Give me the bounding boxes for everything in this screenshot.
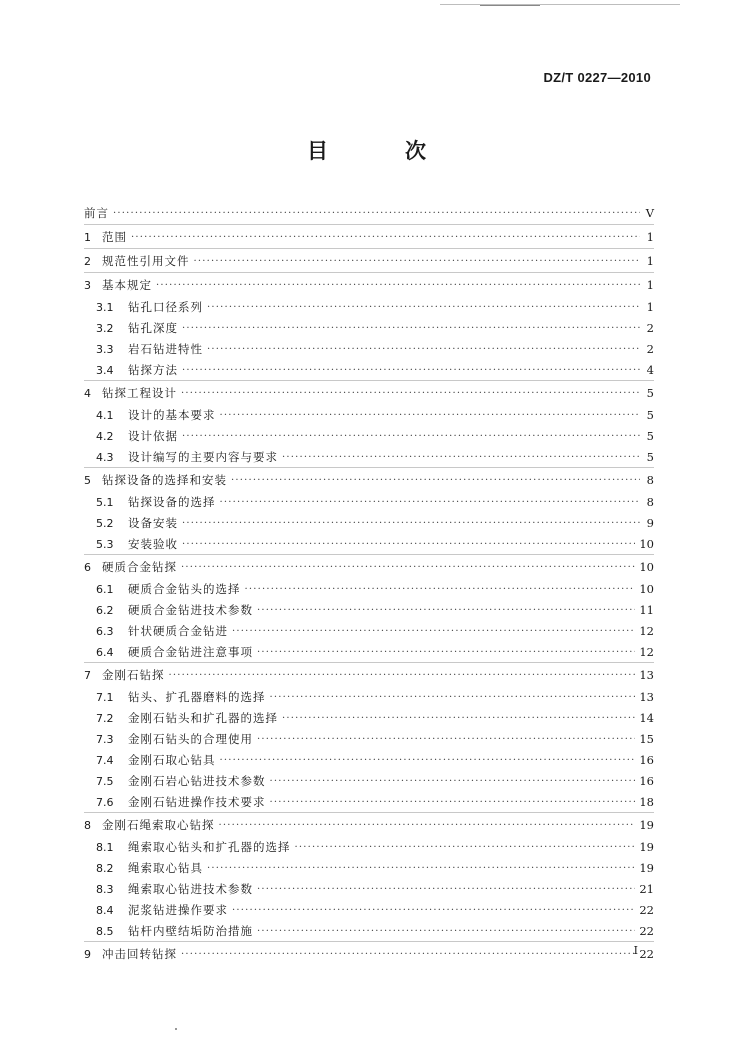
toc-chapter-entry[interactable]: [84, 556, 654, 578]
toc-entry-number: 3.1: [96, 301, 114, 314]
toc-leader-dots: [207, 858, 635, 880]
toc-section-entry[interactable]: [84, 533, 654, 554]
toc-section-entry[interactable]: [84, 491, 654, 512]
toc-leader-dots: [182, 534, 635, 556]
toc-leader-dots: [245, 579, 636, 601]
toc-entry-label: 金刚石岩心钻进技术参数: [128, 774, 266, 788]
toc-entry-page: 4: [646, 363, 654, 377]
toc-leader-dots: [207, 297, 640, 319]
toc-entry-number: 6: [84, 561, 91, 574]
toc-leader-dots: [220, 750, 636, 772]
toc-entry-page: 10: [639, 537, 654, 551]
toc-entry-label: 安装验收: [128, 537, 178, 551]
toc-entry-number: 4.3: [96, 451, 114, 464]
toc-entry-page: 18: [639, 795, 654, 809]
toc-entry-label: 绳索取心钻具: [128, 861, 203, 875]
toc-entry-page: 16: [639, 774, 654, 788]
toc-entry-number: 8.2: [96, 862, 114, 875]
toc-leader-dots: [194, 251, 641, 273]
scan-speck: [175, 1028, 177, 1030]
toc-entry-number: 6.1: [96, 583, 114, 596]
toc-entry-page: 10: [639, 582, 654, 596]
toc-leader-dots: [181, 383, 640, 405]
toc-leader-dots: [220, 492, 641, 514]
toc-entry-number: 5: [84, 474, 91, 487]
toc-entry-label: 金刚石钻探: [102, 668, 165, 682]
toc-entry-number: 8.1: [96, 841, 114, 854]
toc-leader-dots: [257, 600, 635, 622]
toc-entry-page: 1: [646, 300, 654, 314]
toc-entry-label: 金刚石绳索取心钻探: [102, 818, 215, 832]
toc-entry-page: 1: [646, 254, 654, 268]
toc-entry-label: 钻探设备的选择: [128, 495, 216, 509]
toc-entry-page: 13: [639, 690, 654, 704]
toc-leader-dots: [207, 339, 640, 361]
toc-entry-number: 5.3: [96, 538, 114, 551]
toc-entry-number: 7.3: [96, 733, 114, 746]
toc-entry-number: 3.3: [96, 343, 114, 356]
toc-entry-number: 3.2: [96, 322, 114, 335]
toc-section-entry[interactable]: [84, 770, 654, 791]
toc-entry-number: 7.6: [96, 796, 114, 809]
toc-section-entry[interactable]: [84, 425, 654, 446]
toc-leader-dots: [181, 557, 635, 579]
toc-section-entry[interactable]: [84, 446, 654, 467]
toc-section-entry[interactable]: [84, 836, 654, 857]
toc-leader-dots: [182, 426, 640, 448]
toc-section-entry[interactable]: [84, 317, 654, 338]
toc-entry-page: 15: [639, 732, 654, 746]
toc-chapter-entry[interactable]: [84, 814, 654, 836]
toc-section-entry[interactable]: [84, 728, 654, 749]
toc-entry-page: 8: [646, 495, 654, 509]
toc-entry-label: 硬质合金钻进技术参数: [128, 603, 253, 617]
toc-entry-page: 2: [646, 321, 654, 335]
toc-chapter-entry[interactable]: [84, 274, 654, 296]
toc-entry-page: 19: [639, 840, 654, 854]
toc-entry-label: 硬质合金钻进注意事项: [128, 645, 253, 659]
toc-entry-label: 绳索取心钻头和扩孔器的选择: [128, 840, 291, 854]
toc-section-entry[interactable]: [84, 296, 654, 317]
toc-entry-page: 19: [639, 861, 654, 875]
toc-section-entry[interactable]: [84, 404, 654, 425]
toc-leader-dots: [232, 621, 635, 643]
toc-entry-label: 钻孔深度: [128, 321, 178, 335]
toc-section-entry[interactable]: [84, 857, 654, 878]
toc-entry-label: 基本规定: [102, 278, 152, 292]
table-of-contents: [84, 202, 654, 965]
toc-entry-number: 3.4: [96, 364, 114, 377]
toc-section-entry[interactable]: [84, 578, 654, 599]
toc-entry-number: 7.4: [96, 754, 114, 767]
toc-entry-page: 22: [639, 924, 654, 938]
toc-chapter-entry[interactable]: [84, 226, 654, 248]
top-scan-line: [440, 4, 680, 5]
toc-entry-page: 13: [639, 668, 654, 682]
toc-entry-number: 4.2: [96, 430, 114, 443]
toc-entry-label: 设计依据: [128, 429, 178, 443]
toc-entry-label: 泥浆钻进操作要求: [128, 903, 228, 917]
toc-entry-page: 8: [646, 473, 654, 487]
toc-entry-page: 9: [646, 516, 654, 530]
toc-entry-page: 19: [639, 818, 654, 832]
toc-entry-page: 12: [639, 624, 654, 638]
toc-leader-dots: [219, 815, 636, 837]
toc-entry-label: 冲击回转钻探: [102, 947, 177, 961]
toc-entry-number: 6.3: [96, 625, 114, 638]
toc-entry-number: 7.1: [96, 691, 114, 704]
toc-entry-number: 4.1: [96, 409, 114, 422]
toc-entry-number: 5.1: [96, 496, 114, 509]
standard-number: DZ/T 0227—2010: [543, 70, 651, 85]
toc-entry-label: 规范性引用文件: [102, 254, 190, 268]
toc-leader-dots: [232, 900, 635, 922]
toc-section-entry[interactable]: [84, 920, 654, 941]
toc-entry-number: 2: [84, 255, 91, 268]
toc-entry-page: V: [645, 206, 654, 220]
toc-entry-page: 5: [646, 429, 654, 443]
page-number: I: [633, 944, 638, 957]
toc-entry-page: 22: [639, 903, 654, 917]
toc-entry-page: 1: [646, 278, 654, 292]
toc-leader-dots: [131, 227, 640, 249]
toc-leader-dots: [270, 687, 636, 709]
toc-leader-dots: [113, 203, 640, 225]
toc-entry-label: 金刚石钻头和扩孔器的选择: [128, 711, 278, 725]
toc-entry-label: 范围: [102, 230, 127, 244]
toc-entry-label: 钻杆内壁结垢防治措施: [128, 924, 253, 938]
toc-entry-label: 针状硬质合金钻进: [128, 624, 228, 638]
toc-leader-dots: [182, 513, 640, 535]
toc-entry-number: 7.2: [96, 712, 114, 725]
toc-leader-dots: [257, 879, 635, 901]
toc-entry-page: 5: [646, 386, 654, 400]
toc-entry-label: 钻孔口径系列: [128, 300, 203, 314]
toc-entry-page: 14: [639, 711, 654, 725]
toc-section-entry[interactable]: [84, 512, 654, 533]
toc-leader-dots: [182, 318, 640, 340]
toc-chapter-entry[interactable]: [84, 469, 654, 491]
toc-entry-number: 5.2: [96, 517, 114, 530]
toc-section-entry[interactable]: [84, 599, 654, 620]
toc-leader-dots: [282, 708, 635, 730]
toc-leader-dots: [282, 447, 640, 469]
toc-section-entry[interactable]: [84, 791, 654, 812]
toc-leader-dots: [169, 665, 636, 687]
toc-entry-number: 1: [84, 231, 91, 244]
toc-section-entry[interactable]: [84, 749, 654, 770]
toc-entry-label: 钻探工程设计: [102, 386, 177, 400]
toc-entry-page: 10: [639, 560, 654, 574]
toc-entry-page: 16: [639, 753, 654, 767]
toc-entry-label: 设备安装: [128, 516, 178, 530]
toc-section-entry[interactable]: [84, 899, 654, 920]
toc-entry-number: 8: [84, 819, 91, 832]
toc-section-entry[interactable]: [84, 620, 654, 641]
toc-section-entry[interactable]: [84, 686, 654, 707]
toc-entry-label: 岩石钻进特性: [128, 342, 203, 356]
toc-entry-number: 9: [84, 948, 91, 961]
toc-entry-label: 硬质合金钻探: [102, 560, 177, 574]
toc-entry-page: 5: [646, 408, 654, 422]
toc-entry-number: 7.5: [96, 775, 114, 788]
toc-entry-number: 8.3: [96, 883, 114, 896]
toc-chapter-entry[interactable]: [84, 202, 654, 224]
toc-chapter-entry[interactable]: [84, 664, 654, 686]
toc-leader-dots: [257, 921, 635, 943]
toc-entry-page: 11: [639, 603, 654, 617]
toc-chapter-entry[interactable]: [84, 382, 654, 404]
toc-entry-label: 钻探设备的选择和安装: [102, 473, 227, 487]
toc-entry-number: 6.2: [96, 604, 114, 617]
toc-leader-dots: [231, 470, 640, 492]
toc-entry-label: 钻探方法: [128, 363, 178, 377]
toc-leader-dots: [257, 729, 635, 751]
toc-entry-number: 8.5: [96, 925, 114, 938]
toc-leader-dots: [156, 275, 640, 297]
toc-entry-number: 3: [84, 279, 91, 292]
toc-leader-dots: [270, 771, 636, 793]
toc-entry-label: 金刚石取心钻具: [128, 753, 216, 767]
toc-entry-page: 2: [646, 342, 654, 356]
toc-leader-dots: [257, 642, 635, 664]
toc-chapter-entry[interactable]: [84, 943, 654, 965]
toc-entry-label: 设计编写的主要内容与要求: [128, 450, 278, 464]
toc-entry-label: 硬质合金钻头的选择: [128, 582, 241, 596]
toc-section-entry[interactable]: [84, 641, 654, 662]
toc-leader-dots: [220, 405, 641, 427]
toc-section-entry[interactable]: [84, 338, 654, 359]
toc-entry-page: 1: [646, 230, 654, 244]
toc-entry-page: 5: [646, 450, 654, 464]
toc-entry-number: 8.4: [96, 904, 114, 917]
toc-section-entry[interactable]: [84, 707, 654, 728]
toc-entry-label: 绳索取心钻进技术参数: [128, 882, 253, 896]
toc-chapter-entry[interactable]: [84, 250, 654, 272]
top-scan-line-dark: [480, 5, 540, 6]
toc-leader-dots: [270, 792, 636, 814]
toc-entry-label: 前言: [84, 206, 109, 220]
toc-entry-page: 12: [639, 645, 654, 659]
toc-leader-dots: [181, 944, 635, 966]
toc-title: 目 次: [307, 139, 454, 163]
toc-section-entry[interactable]: [84, 359, 654, 380]
toc-entry-number: 6.4: [96, 646, 114, 659]
toc-entry-page: 21: [639, 882, 654, 896]
toc-leader-dots: [295, 837, 636, 859]
toc-section-entry[interactable]: [84, 878, 654, 899]
toc-leader-dots: [182, 360, 640, 382]
toc-entry-label: 金刚石钻进操作技术要求: [128, 795, 266, 809]
toc-entry-number: 7: [84, 669, 91, 682]
toc-entry-label: 设计的基本要求: [128, 408, 216, 422]
toc-entry-label: 钻头、扩孔器磨料的选择: [128, 690, 266, 704]
toc-entry-number: 4: [84, 387, 91, 400]
toc-entry-page: 22: [639, 947, 654, 961]
toc-entry-label: 金刚石钻头的合理使用: [128, 732, 253, 746]
